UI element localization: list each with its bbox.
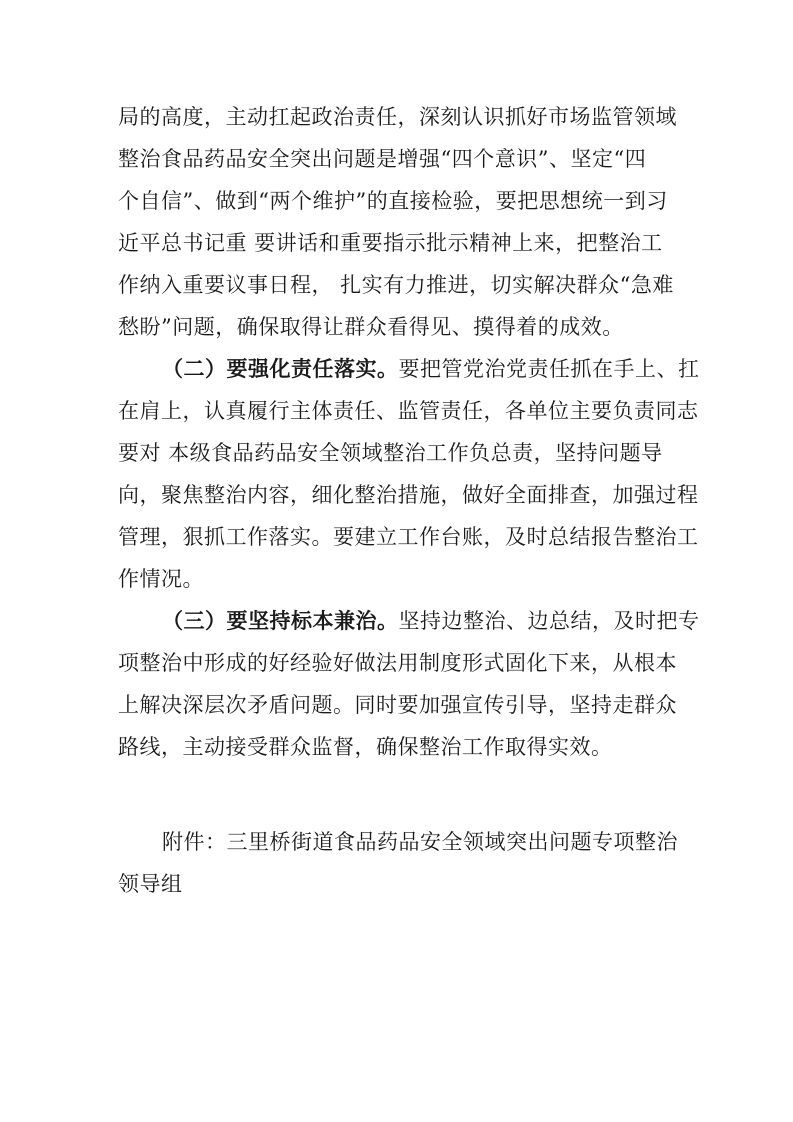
paragraph-line: 局的高度，主动扛起政治责任，深刻认识抓好市场监管领域	[118, 105, 677, 129]
paragraph-line: 个自信”、做到“两个维护”的直接检验，要把思想统一到习	[118, 189, 668, 213]
paragraph-line: 向，聚焦整治内容，细化整治措施，做好全面排查，加强过程	[118, 483, 699, 507]
paragraph-line: 项整治中形成的好经验好做法用制度形式固化下来，从根本	[118, 651, 677, 675]
spacer	[118, 768, 678, 821]
section-2-first-text: 要把管党治党责任抓在手上、扛	[398, 357, 700, 381]
attachment-line: 附件：三里桥街道食品药品安全领域突出问题专项整治	[162, 830, 678, 854]
section-2-heading: （二）要强化责任落实。	[162, 356, 399, 381]
document-body	[118, 96, 700, 905]
paragraph-line: 路线，主动接受群众监督，确保整治工作取得实效。	[118, 735, 613, 759]
section-2-first-line	[118, 348, 700, 390]
paragraph-line: 作纳入重要议事日程， 扎实有力推进，切实解决群众“急难	[118, 273, 674, 297]
paragraph-line: 管理，狠抓工作落实。要建立工作台账，及时总结报告整治工	[118, 525, 699, 549]
paragraph-line: 愁盼”问题，确保取得让群众看得见、摸得着的成效。	[118, 315, 624, 339]
paragraph-line: 上解决深层次矛盾问题。同时要加强宣传引导，坚持走群众	[118, 693, 677, 717]
paragraph-line: 在肩上，认真履行主体责任、监管责任，各单位主要负责同志	[118, 399, 699, 423]
attachment-line-continued: 领导组	[118, 872, 183, 896]
section-3-first-line	[118, 600, 700, 642]
section-3-first-text: 坚持边整治、边总结，及时把专	[398, 609, 700, 633]
paragraph-line: 近平总书记重 要讲话和重要指示批示精神上来，把整治工	[118, 231, 663, 255]
section-3-heading: （三）要坚持标本兼治。	[162, 608, 399, 633]
paragraph-line: 要对 本级食品药品安全领域整治工作负总责，坚持问题导	[118, 441, 663, 465]
paragraph-line: 作情况。	[118, 567, 204, 591]
paragraph-line: 整治食品药品安全突出问题是增强“四个意识”、坚定“四	[118, 147, 647, 171]
